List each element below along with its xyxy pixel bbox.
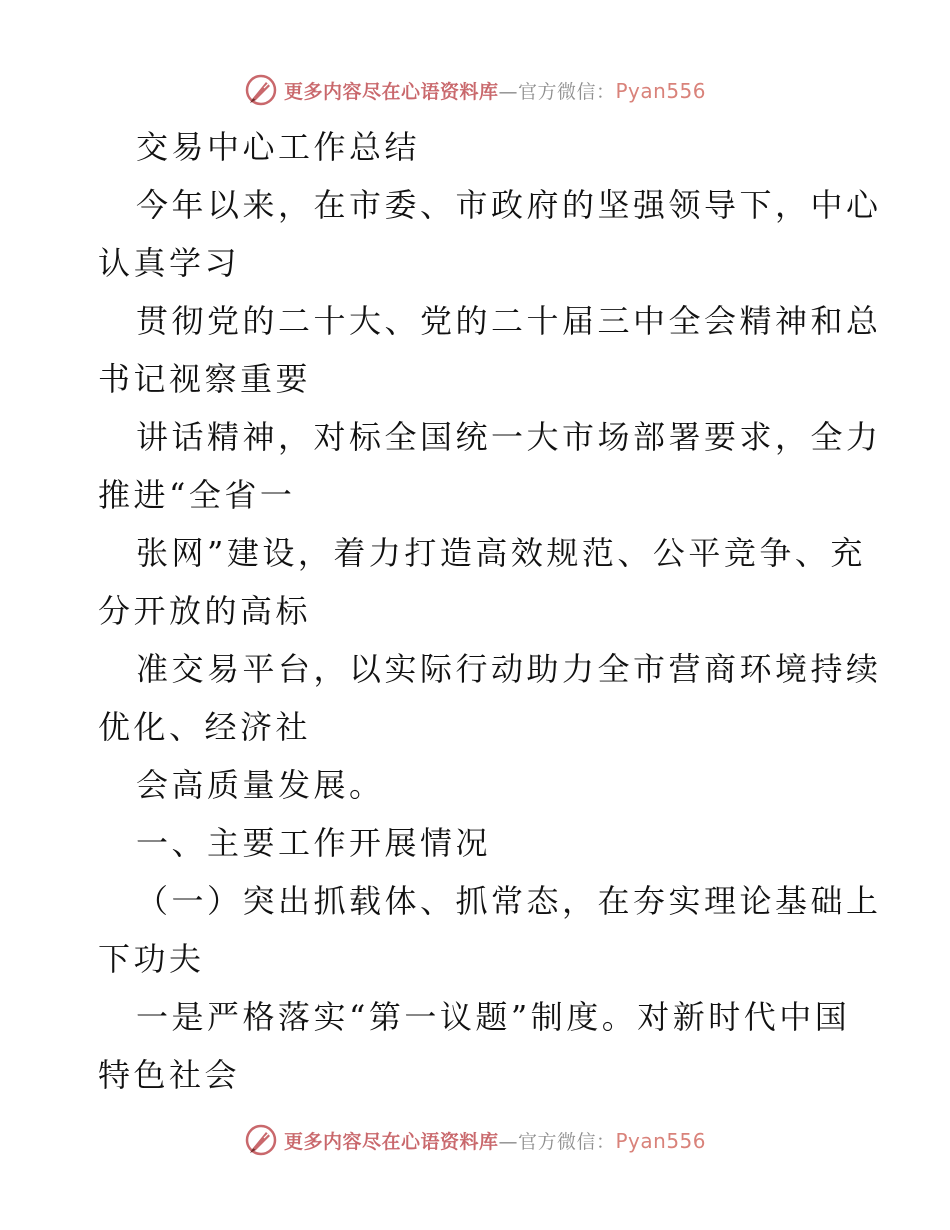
section-heading: 一、主要工作开展情况 — [136, 824, 492, 862]
watermark-wechat-id: Pyan556 — [615, 78, 707, 103]
watermark-separator: — — [498, 1130, 518, 1153]
paragraph-line: 分开放的高标 — [98, 592, 312, 630]
paragraph-line: 今年以来，在市委、市政府的坚强领导下，中心 — [136, 186, 882, 224]
paragraph-line: 一是严格落实“第一议题”制度。对新时代中国 — [136, 998, 851, 1036]
paragraph-line: 优化、经济社 — [98, 708, 312, 746]
watermark-main-text: 更多内容尽在心语资料库 — [283, 1130, 499, 1153]
paragraph-line: 特色社会 — [98, 1056, 241, 1094]
watermark-main-text: 更多内容尽在心语资料库 — [283, 80, 499, 103]
watermark-wechat-label: 官方微信： — [517, 1130, 616, 1153]
paragraph-line: 书记视察重要 — [98, 360, 312, 398]
watermark-separator: — — [498, 80, 518, 103]
watermark-wechat-label: 官方微信： — [517, 80, 616, 103]
paragraph-line: 推进“全省一 — [98, 476, 296, 514]
paragraph-line: 认真学习 — [98, 244, 241, 282]
paragraph-line: 准交易平台，以实际行动助力全市营商环境持续 — [136, 650, 882, 688]
paragraph-line: 讲话精神，对标全国统一大市场部署要求，全力 — [136, 418, 882, 456]
subsection-heading: （一）突出抓载体、抓常态，在夯实理论基础上 — [136, 882, 882, 920]
watermark-wechat-id: Pyan556 — [615, 1128, 707, 1153]
quill-pen-logo-icon — [244, 73, 278, 107]
paragraph-line: 贯彻党的二十大、党的二十届三中全会精神和总 — [136, 302, 882, 340]
watermark-banner-bottom — [0, 1118, 950, 1162]
paragraph-line: 张网”建设，着力打造高效规范、公平竞争、充 — [136, 534, 866, 572]
document-title: 交易中心工作总结 — [136, 128, 421, 166]
watermark-banner-top — [0, 68, 950, 112]
paragraph-line: 会高质量发展。 — [136, 766, 385, 804]
document-body — [98, 118, 882, 1104]
subsection-heading-cont: 下功夫 — [98, 940, 205, 978]
quill-pen-logo-icon — [244, 1123, 278, 1157]
